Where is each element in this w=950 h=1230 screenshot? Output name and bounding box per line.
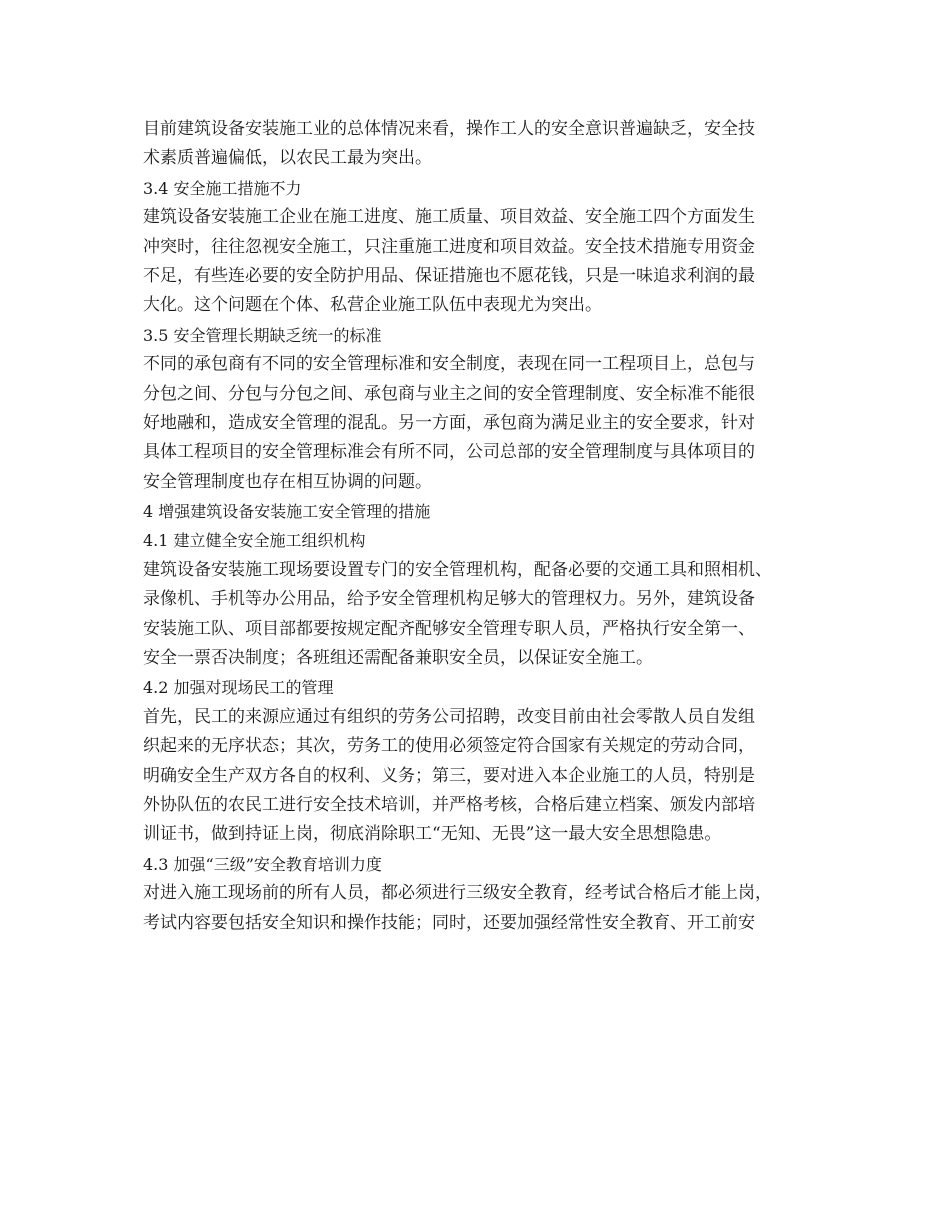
- section-heading: 4.2 加强对现场民工的管理: [143, 678, 334, 698]
- paragraph-line: 安全管理制度也存在相互协调的问题。: [143, 471, 432, 492]
- paragraph-line: 考试内容要包括安全知识和操作技能；同时，还要加强经常性安全教育、开工前安: [143, 912, 755, 933]
- section-heading: 3.4 安全施工措施不力: [143, 178, 302, 198]
- paragraph-line: 大化。这个问题在个体、私营企业施工队伍中表现尤为突出。: [143, 295, 602, 316]
- section-heading: 4 增强建筑设备安装施工安全管理的措施: [143, 502, 431, 522]
- paragraph-line: 明确安全生产双方各自的权利、义务；第三，要对进入本企业施工的人员，特别是: [143, 765, 755, 786]
- paragraph-line: 具体工程项目的安全管理标准会有所不同，公司总部的安全管理制度与具体项目的: [143, 442, 755, 463]
- paragraph-line: 安装施工队、项目部都要按规定配齐配够安全管理专职人员，严格执行安全第一、: [143, 618, 755, 639]
- paragraph-line: 不同的承包商有不同的安全管理标准和安全制度，表现在同一工程项目上，总包与: [143, 354, 755, 375]
- paragraph-line: 对进入施工现场前的所有人员，都必须进行三级安全教育，经考试合格后才能上岗，: [143, 883, 772, 904]
- paragraph-line: 训证书，做到持证上岗，彻底消除职工“无知、无畏”这一最大安全思想隐患。: [143, 824, 722, 845]
- paragraph-line: 录像机、手机等办公用品，给予安全管理机构足够大的管理权力。另外，建筑设备: [143, 589, 755, 610]
- section-heading: 4.3 加强“三级”安全教育培训力度: [143, 854, 382, 874]
- document-body: [143, 115, 823, 938]
- paragraph-line: 首先，民工的来源应通过有组织的劳务公司招聘，改变目前由社会零散人员自发组: [143, 706, 755, 727]
- paragraph-line: 外协队伍的农民工进行安全技术培训，并严格考核，合格后建立档案、颁发内部培: [143, 794, 755, 815]
- paragraph-line: 分包之间、分包与分包之间、承包商与业主之间的安全管理制度、安全标准不能很: [143, 383, 755, 404]
- paragraph-line: 织起来的无序状态；其次，劳务工的使用必须签定符合国家有关规定的劳动合同，: [143, 736, 755, 757]
- paragraph-line: 术素质普遍偏低，以农民工最为突出。: [143, 148, 432, 169]
- paragraph-line: 不足，有些连必要的安全防护用品、保证措施也不愿花钱，只是一味追求利润的最: [143, 265, 755, 286]
- paragraph-line: 建筑设备安装施工企业在施工进度、施工质量、项目效益、安全施工四个方面发生: [143, 207, 755, 228]
- paragraph-line: 建筑设备安装施工现场要设置专门的安全管理机构，配备必要的交通工具和照相机、: [143, 559, 772, 580]
- paragraph-line: 目前建筑设备安装施工业的总体情况来看，操作工人的安全意识普遍缺乏，安全技: [143, 119, 755, 139]
- section-heading: 3.5 安全管理长期缺乏统一的标准: [143, 325, 382, 345]
- paragraph-line: 冲突时，往往忽视安全施工，只注重施工进度和项目效益。安全技术措施专用资金: [143, 236, 755, 257]
- section-heading: 4.1 建立健全安全施工组织机构: [143, 531, 366, 551]
- paragraph-line: 好地融和，造成安全管理的混乱。另一方面，承包商为满足业主的安全要求，针对: [143, 412, 755, 433]
- paragraph-line: 安全一票否决制度；各班组还需配备兼职安全员，以保证安全施工。: [143, 648, 653, 669]
